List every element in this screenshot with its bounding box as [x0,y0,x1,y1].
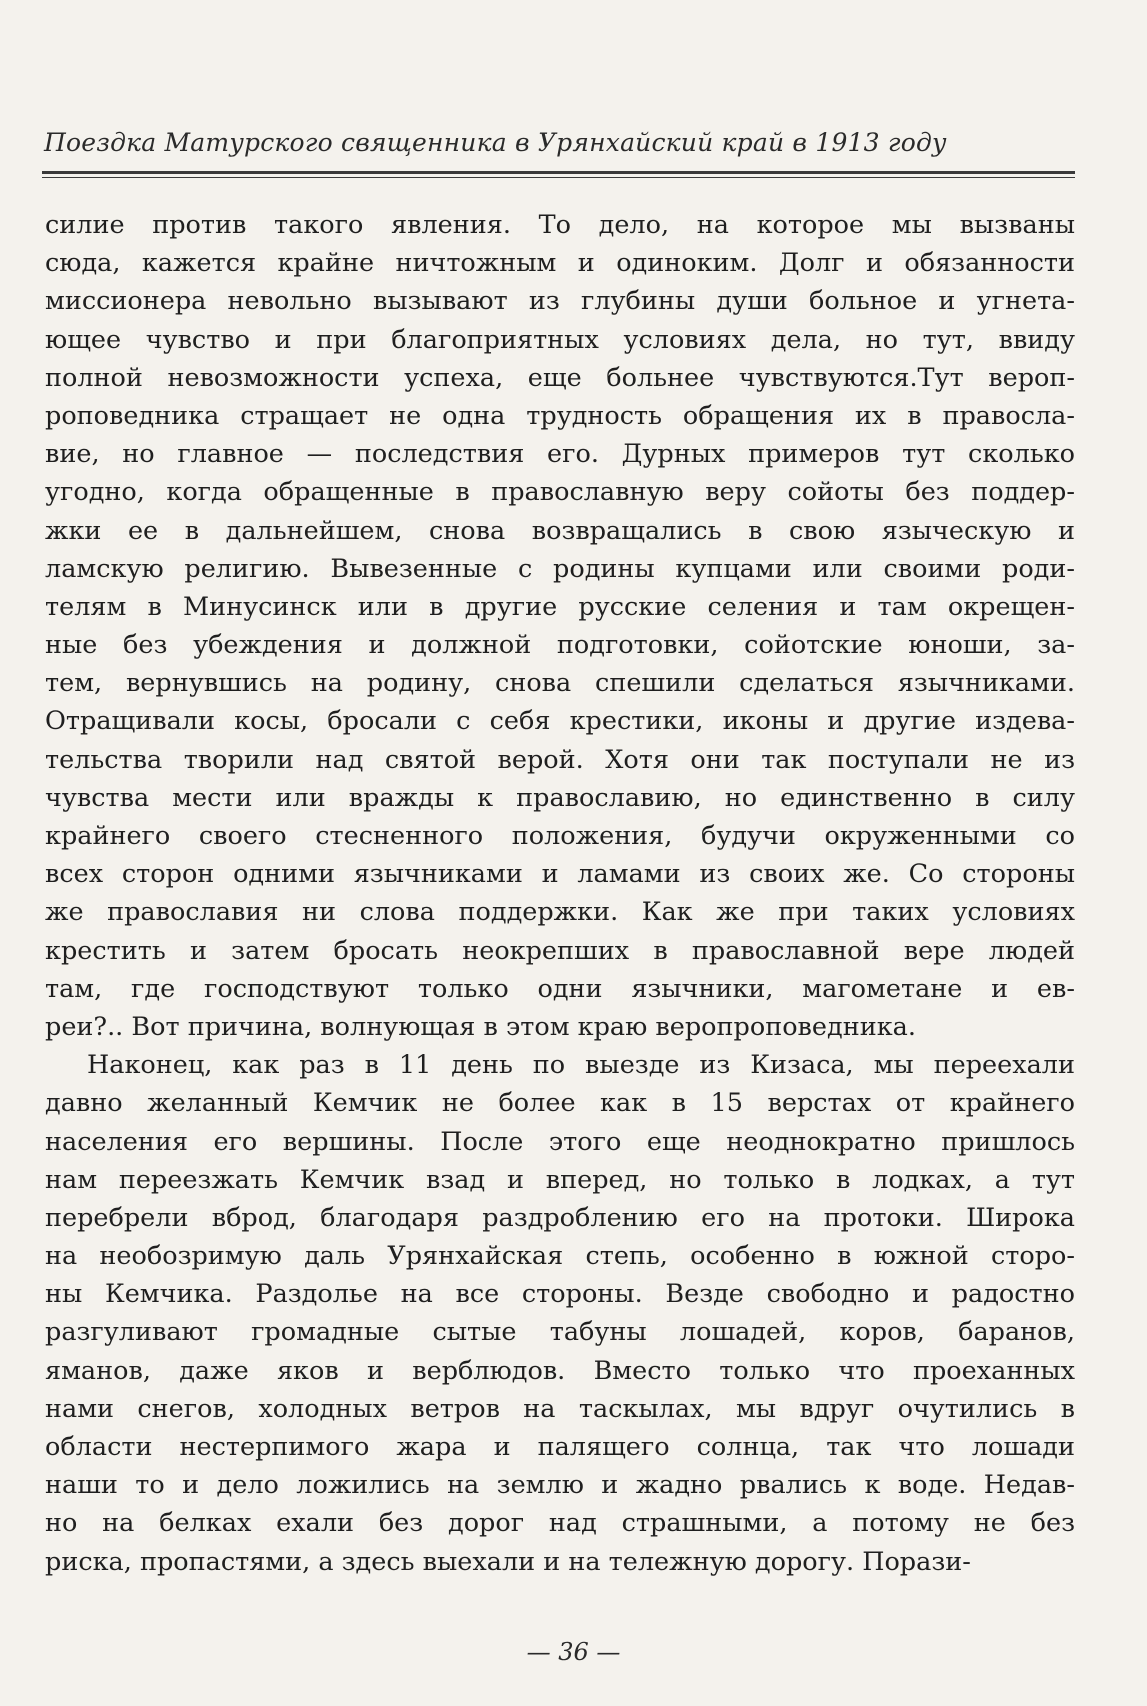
body-text [45,206,1075,1581]
page-number: — 36 — [526,1638,621,1666]
header-rule-thin [42,177,1075,178]
text-line: но на белках ехали без дорог над страшными, а потому не без [45,1508,1075,1539]
text-line: сюда, кажется крайне ничтожным и одиноким. Долг и обязанности [45,248,1075,279]
text-line: реи?.. Вот причина, волнующая в этом краю веропроповедника. [45,1011,916,1042]
running-title: Поездка Матурского священника в Урянхайский край в 1913 году [44,128,947,157]
header-rule-thick [42,171,1075,174]
text-line: разгуливают громадные сытые табуны лошадей, коров, баранов, [45,1317,1075,1348]
text-line: телям в Минусинск или в другие русские селения и там окрещен- [45,591,1075,622]
text-line: ны Кемчика. Раздолье на все стороны. Везде свободно и радостно [45,1279,1075,1310]
text-line: ные без убеждения и должной подготовки, сойотские юноши, за- [45,630,1075,661]
text-line: тельства творили над святой верой. Хотя они так поступали не из [45,744,1075,775]
text-line: вие, но главное — последствия его. Дурных примеров тут сколько [45,439,1075,470]
text-line: роповедника стращает не одна трудность обращения их в правосла- [45,400,1075,431]
text-line: Отращивали косы, бросали с себя крестики, иконы и другие издева- [45,706,1075,737]
text-line: населения его вершины. После этого еще неоднократно пришлось [45,1126,1075,1157]
text-line: полной невозможности успеха, еще больнее чувствуются.Тут вероп- [45,362,1075,393]
text-line: же православия ни слова поддержки. Как же при таких условиях [45,897,1075,928]
text-line: на необозримую даль Урянхайская степь, особенно в южной сторо- [45,1241,1075,1272]
text-line: угодно, когда обращенные в православную веру сойоты без поддер- [45,477,1075,508]
text-line: крайнего своего стесненного положения, будучи окруженными со [45,821,1075,851]
text-line: давно желанный Кемчик не более как в 15 верстах от крайнего [45,1088,1075,1119]
text-line: жки ее в дальнейшем, снова возвращались в свою языческую и [45,515,1075,546]
text-line: нам переезжать Кемчик взад и вперед, но только в лодках, а тут [45,1164,1075,1195]
text-line: силие против такого явления. То дело, на которое мы вызваны [45,210,1075,240]
text-line: крестить и затем бросать неокрепших в православной вере людей [45,935,1075,966]
text-line: риска, пропастями, а здесь выехали и на тележную дорогу. Порази- [45,1546,971,1577]
text-line: миссионера невольно вызывают из глубины души больное и угнета- [45,286,1075,317]
text-line: ющее чувство и при благоприятных условиях дела, но тут, ввиду [45,324,1075,355]
text-line: ламскую религию. Вывезенные с родины купцами или своими роди- [45,553,1075,584]
text-line: наши то и дело ложились на землю и жадно рвались к воде. Недав- [45,1470,1075,1501]
text-line: яманов, даже яков и верблюдов. Вместо только что проеханных [45,1355,1075,1386]
text-line: Наконец, как раз в 11 день по выезде из Кизаса, мы переехали [87,1050,1075,1081]
text-line: всех сторон одними язычниками и ламами из своих же. Со стороны [45,859,1075,890]
text-line: перебрели вброд, благодаря раздроблению его на протоки. Широка [45,1202,1075,1233]
text-line: тем, вернувшись на родину, снова спешили сделаться язычниками. [45,668,1075,699]
text-line: области нестерпимого жара и палящего солнца, так что лошади [45,1432,1075,1462]
text-line: там, где господствуют только одни язычники, магометане и ев- [45,973,1075,1004]
text-line: чувства мести или вражды к православию, но единственно в силу [45,782,1075,813]
text-line: нами снегов, холодных ветров на таскылах, мы вдруг очутились в [45,1393,1075,1424]
